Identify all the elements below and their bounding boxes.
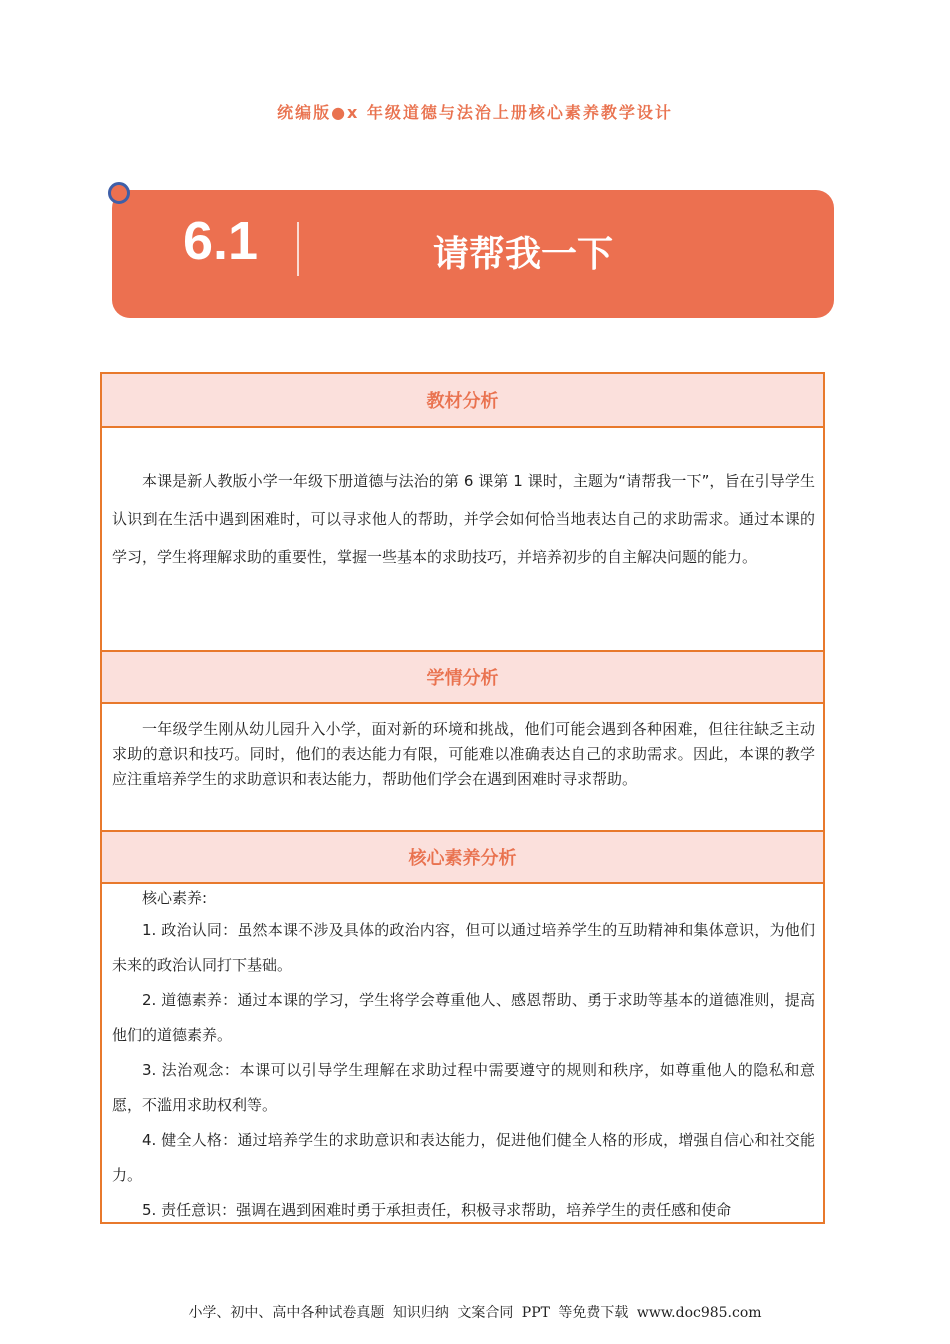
- lesson-title: 请帮我一下: [433, 234, 614, 275]
- section-heading-students: 学情分析: [102, 652, 823, 702]
- divider: [102, 702, 823, 704]
- lesson-number: 6.1: [183, 211, 259, 271]
- banner-dot-icon: [108, 182, 130, 204]
- list-item: 3. 法治观念：本课可以引导学生理解在求助过程中需要遵守的规则和秩序，如尊重他人的隐私和意愿，不滥用求助权利等。: [112, 1061, 815, 1114]
- section-heading-textbook: 教材分析: [102, 374, 823, 426]
- core-literacy-lead: 核心素养:: [142, 889, 208, 907]
- student-analysis-text: 一年级学生刚从幼儿园升入小学，面对新的环境和挑战，他们可能会遇到各种困难，但往往缺乏主动求助的意识和技巧。同时，他们的表达能力有限，可能难以准确表达自己的求助需求。因此，本课的教学应注重培养学生的求助意识和表达能力，帮助他们学会在遇到困难时寻求帮助。: [112, 720, 815, 788]
- list-item: 5. 责任意识：强调在遇到困难时勇于承担责任，积极寻求帮助，培养学生的责任感和使命: [142, 1201, 732, 1219]
- divider: [102, 426, 823, 428]
- list-item: 4. 健全人格：通过培养学生的求助意识和表达能力，促进他们健全人格的形成，增强自信心和社交能力。: [112, 1131, 815, 1184]
- lesson-design-table: [100, 372, 825, 1224]
- page-footer: 小学、初中、高中各种试卷真题 知识归纳 文案合同 PPT 等免费下载 www.doc985.com: [188, 1305, 762, 1321]
- list-item: 2. 道德素养：通过本课的学习，学生将学会尊重他人、感恩帮助、勇于求助等基本的道德准则，提高他们的道德素养。: [112, 991, 815, 1044]
- textbook-analysis-text: 本课是新人教版小学一年级下册道德与法治的第 6 课第 1 课时，主题为“请帮我一下”，旨在引导学生认识到在生活中遇到困难时，可以寻求他人的帮助，并学会如何恰当地表达自己的求助需求。通过本课的学习，学生将理解求助的重要性，掌握一些基本的求助技巧，并培养初步的自主解决问题的能力。: [112, 472, 815, 566]
- core-literacy-text: [112, 883, 815, 1224]
- series-title: 统编版●x 年级道德与法治上册核心素养教学设计: [277, 103, 673, 122]
- section-heading-core-literacy: 核心素养分析: [102, 832, 823, 882]
- list-item: 1. 政治认同：虽然本课不涉及具体的政治内容，但可以通过培养学生的互助精神和集体意识，为他们未来的政治认同打下基础。: [112, 921, 815, 974]
- banner-divider: [297, 222, 299, 276]
